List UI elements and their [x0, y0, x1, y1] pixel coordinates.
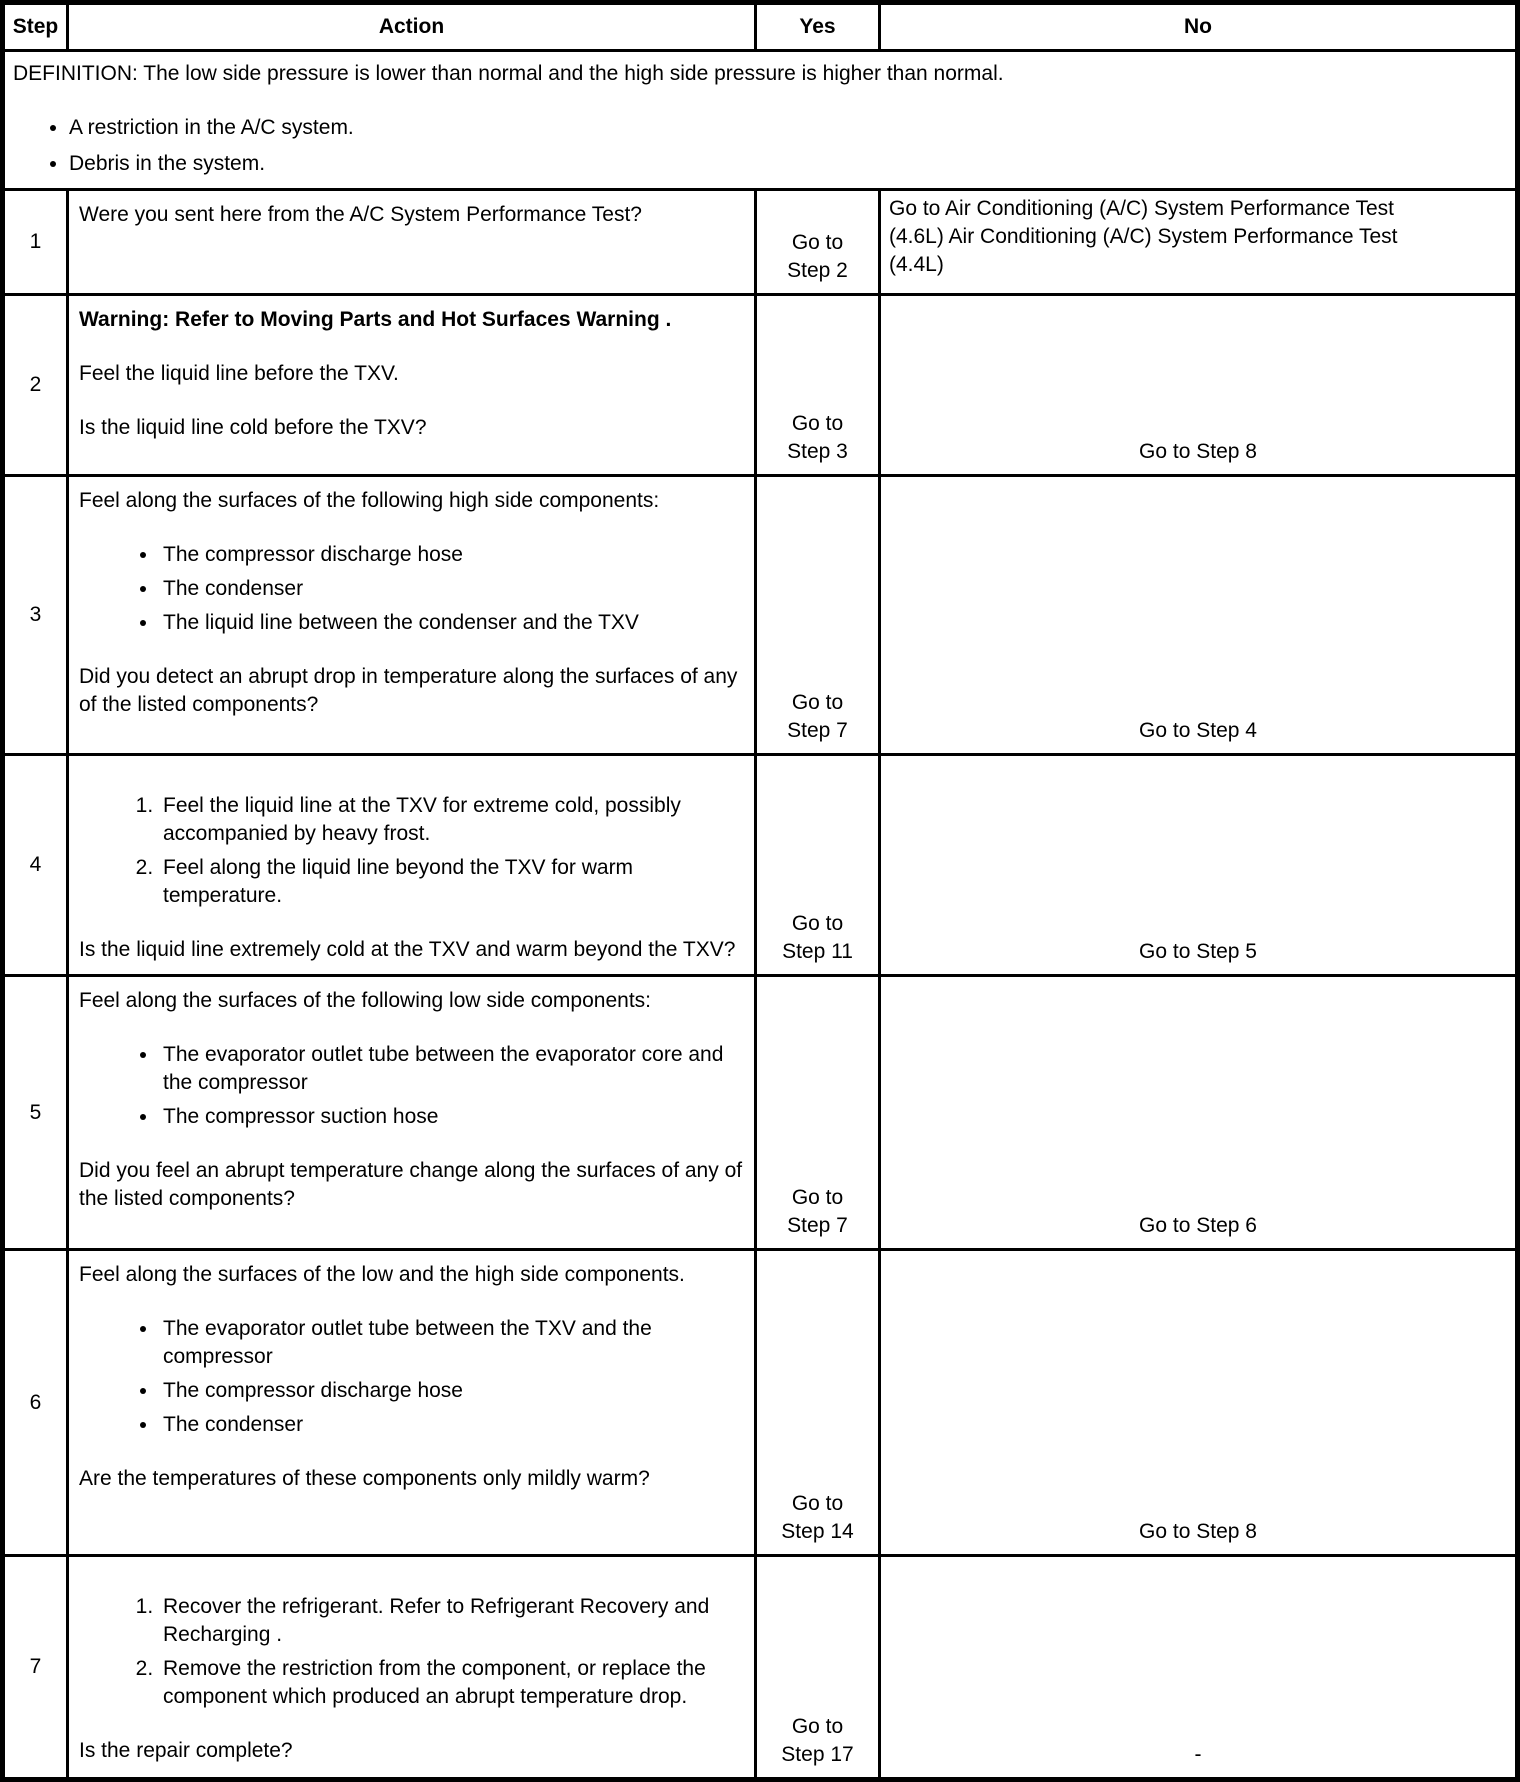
table-row-step-2 — [3, 295, 1518, 476]
yes-goto-line: Go to — [791, 412, 844, 435]
bullet-item: • The compressor suction hose — [159, 1103, 748, 1131]
action-question: Did you detect an abrupt drop in temperature along the surfaces of any of the listed components? — [79, 665, 738, 716]
action-intro: Feel along the surfaces of the following high side components: — [79, 489, 660, 512]
action-numbered-list — [79, 1593, 748, 1711]
yes-goto-line: Go to — [791, 1186, 844, 1209]
definition-row — [3, 51, 1518, 190]
bullet-item: • The condenser — [159, 1411, 748, 1439]
table-row-step-1 — [3, 190, 1518, 295]
numbered-item: 2. Feel along the liquid line beyond the TXV for warm temperature. — [159, 854, 748, 910]
definition-text: DEFINITION: The low side pressure is lower than normal and the high side pressure is higher than normal. — [13, 62, 1004, 85]
action-bullet-list — [79, 541, 748, 637]
yes-step-line: Step 17 — [781, 1743, 854, 1766]
table-row-step-4 — [3, 755, 1518, 976]
yes-goto-line: Go to — [791, 912, 844, 935]
yes-cell — [756, 476, 880, 755]
no-cell: - — [880, 1556, 1518, 1780]
table-row-step-5 — [3, 976, 1518, 1250]
action-cell — [68, 476, 756, 755]
column-header-yes: Yes — [756, 3, 880, 51]
yes-cell — [756, 1250, 880, 1556]
column-header-action: Action — [68, 3, 756, 51]
bullet-item: • The compressor discharge hose — [159, 1377, 748, 1405]
numbered-item: 1. Recover the refrigerant. Refer to Refrigerant Recovery and Recharging . — [159, 1593, 748, 1649]
action-intro: Feel along the surfaces of the low and the high side components. — [79, 1263, 685, 1286]
numbered-item: 2. Remove the restriction from the component, or replace the component which produced an abrupt temperature drop. — [159, 1655, 748, 1711]
action-bullet-list — [79, 1041, 748, 1131]
definition-bullet-list — [13, 114, 1505, 178]
yes-goto-line: Go to — [791, 691, 844, 714]
bullet-item: • A restriction in the A/C system. — [69, 114, 1505, 142]
table-row-step-6 — [3, 1250, 1518, 1556]
action-question: Were you sent here from the A/C System Performance Test? — [79, 203, 642, 226]
action-cell — [68, 755, 756, 976]
step-number: 1 — [3, 190, 68, 295]
table-row-step-3 — [3, 476, 1518, 755]
no-cell: Go to Step 4 — [880, 476, 1518, 755]
action-question: Is the repair complete? — [79, 1739, 293, 1762]
step-number: 4 — [3, 755, 68, 976]
no-cell: Go to Step 8 — [880, 1250, 1518, 1556]
action-question: Is the liquid line cold before the TXV? — [79, 416, 427, 439]
column-header-no: No — [880, 3, 1518, 51]
bullet-item: • The evaporator outlet tube between the evaporator core and the compressor — [159, 1041, 748, 1097]
table-row-step-7 — [3, 1556, 1518, 1780]
step-number: 5 — [3, 976, 68, 1250]
yes-step-line: Step 3 — [787, 440, 848, 463]
yes-cell — [756, 190, 880, 295]
bullet-item: • The condenser — [159, 575, 748, 603]
yes-cell — [756, 1556, 880, 1780]
action-question: Did you feel an abrupt temperature change along the surfaces of any of the listed components? — [79, 1159, 743, 1210]
step-number: 7 — [3, 1556, 68, 1780]
action-cell — [68, 976, 756, 1250]
yes-cell — [756, 295, 880, 476]
action-cell — [68, 1556, 756, 1780]
step-number: 2 — [3, 295, 68, 476]
action-numbered-list — [79, 792, 748, 910]
step-number: 3 — [3, 476, 68, 755]
action-cell — [68, 295, 756, 476]
definition-cell — [3, 51, 1518, 190]
action-cell — [68, 1250, 756, 1556]
action-intro: Feel along the surfaces of the following low side components: — [79, 989, 651, 1012]
step-number: 6 — [3, 1250, 68, 1556]
yes-cell — [756, 976, 880, 1250]
column-header-step: Step — [3, 3, 68, 51]
bullet-item: • Debris in the system. — [69, 150, 1505, 178]
yes-step-line: Step 2 — [787, 259, 848, 282]
yes-step-line: Step 7 — [787, 1214, 848, 1237]
action-instruction: Feel the liquid line before the TXV. — [79, 362, 399, 385]
yes-step-line: Step 7 — [787, 719, 848, 742]
action-question: Is the liquid line extremely cold at the TXV and warm beyond the TXV? — [79, 938, 736, 961]
bullet-item: • The evaporator outlet tube between the TXV and the compressor — [159, 1315, 748, 1371]
yes-step-line: Step 14 — [781, 1520, 854, 1543]
bullet-item: • The liquid line between the condenser and the TXV — [159, 609, 748, 637]
yes-goto-line: Go to — [791, 1715, 844, 1738]
no-cell: Go to Step 8 — [880, 295, 1518, 476]
no-cell: Go to Step 5 — [880, 755, 1518, 976]
action-bullet-list — [79, 1315, 748, 1439]
yes-cell — [756, 755, 880, 976]
no-cell: Go to Air Conditioning (A/C) System Performance Test (4.6L) Air Conditioning (A/C) System Performance Test (4.4L) — [880, 190, 1518, 295]
bullet-item: • The compressor discharge hose — [159, 541, 748, 569]
yes-goto-line: Go to — [791, 1492, 844, 1515]
header-row — [3, 3, 1518, 51]
action-cell — [68, 190, 756, 295]
no-cell: Go to Step 6 — [880, 976, 1518, 1250]
action-question: Are the temperatures of these components only mildly warm? — [79, 1467, 650, 1490]
yes-goto-line: Go to — [791, 231, 844, 254]
warning-text: Warning: Refer to Moving Parts and Hot Surfaces Warning . — [79, 308, 672, 331]
numbered-item: 1. Feel the liquid line at the TXV for extreme cold, possibly accompanied by heavy frost. — [159, 792, 748, 848]
yes-step-line: Step 11 — [782, 940, 853, 963]
